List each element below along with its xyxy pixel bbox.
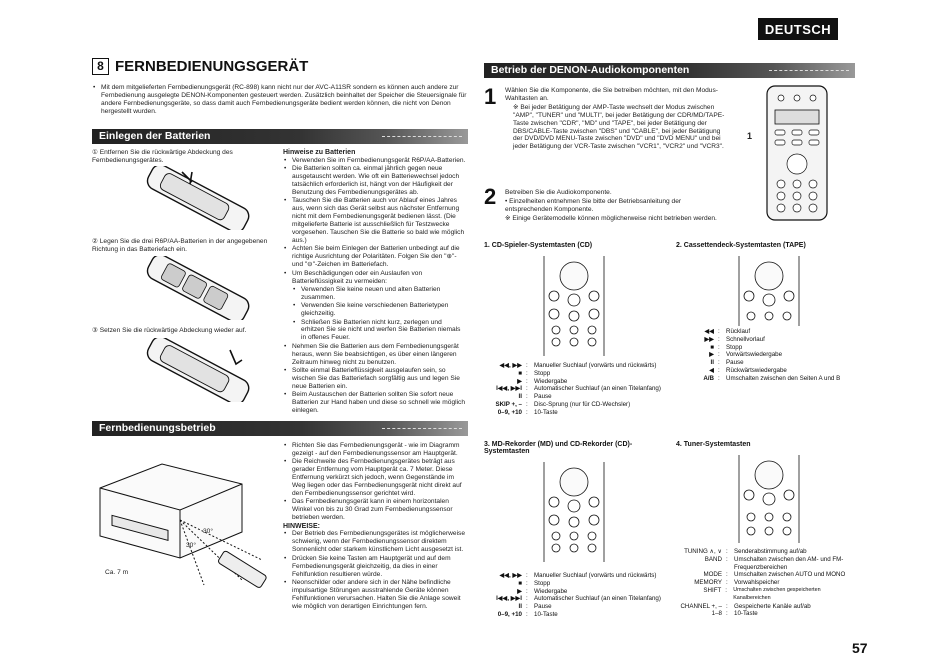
tape-key-table [676,328,856,383]
battery-step-2: ② Legen Sie die drei R6P/AA-Batterien in der angegebenen Richtung in das Batteriefach ein. [92,238,268,253]
distance-label: Ca. 7 m [105,569,129,576]
key-row: ◀ : Rückwärtswiedergabe [709,366,787,374]
remote-cover-close-illustration [130,338,260,402]
batteries-section-bar: Einlegen der Batterien [92,129,468,144]
key-row: I◀◀, ▶▶I : Automatischer Suchlauf (an einen Titelanfang) [496,385,661,393]
remote-illustration [765,84,829,222]
remote-cover-illustration [130,166,260,230]
key-row: CHANNEL +, – : Gespeicherte Kanäle auf/ab [680,602,811,610]
key-row: BAND : Umschalten zwischen den AM- und FM-Frequenzbereichen [704,555,844,571]
tuner-key-table [668,548,858,618]
battery-note: • Die Batterien sollten ca. einmal jährlich gegen neue ausgetauscht werden. Wie oft ein Batteriewechsel jedoch tatsächlich erforderlich ist, hängt von der Häufigkeit der Benutzung des Fernbedienungsgerätes ab. [283,165,467,197]
key-row: I◀◀, ▶▶I : Automatischer Suchlauf (an einen Titelanfang) [496,595,661,603]
battery-step-1: ① Entfernen Sie die rückwärtige Abdeckung des Fernbedienungsgerätes. [92,149,233,164]
section-title: FERNBEDIENUNGSGERÄT [115,58,309,75]
intro-text: • Mit dem mitgelieferten Fernbedienungsgerät (RC-898) kann nicht nur der AVC-A11SR sondern es können auch andere zur Fernbedienung ausgelegte DENON-Komponenten gesteuert werden. Zusätzlich beinhaltet der Speicher die Steuersignale für andere Fernbedienungsgeräte, so dass damit auch Fernbedienungsgeräte bedient werden können, die nicht von Denon hergestellt wurden. [92,84,467,116]
key-row: SKIP +, – : Disc-Sprung (nur für CD-Wechsler) [495,400,631,408]
battery-note: • Beim Austauschen der Batterien sollten Sie sofort neue Batterien zur Hand haben und diese so schnell wie möglich einlegen. [283,391,467,415]
step-number: 1 [484,84,497,109]
operation-point: • Die Reichweite des Fernbedienungsgerätes beträgt aus gerader Entfernung vom Hauptgerät ca. 7 Meter. Diese Entfernung verkürzt sich jedoch, wenn Gegenstände im Weg liegen oder das Fernbedienungsgerät nicht direkt auf den Fernbedienungssensor gerichtet wird. [283,458,467,498]
md-remote-keys-illustration [540,462,608,562]
key-row: ■ : Stopp [710,343,743,351]
battery-note: • Verwenden Sie im Fernbedienungsgerät R6P/AA-Batterien. [283,157,467,165]
key-row: A/B : Umschalten zwischen den Seiten A und B [703,374,841,382]
battery-note: • Tauschen Sie die Batterien auch vor Ablauf eines Jahres aus, wenn sich das Gerät selbst aus nächster Entfernung nicht mit dem Fernbedienungsgerät bedienen lässt. (Die mitgelieferte Batterie ist ausschließlich für Testzwecke vorgesehen. Tauschen Sie die Batterie so bald wie möglich aus.) [283,197,467,244]
key-row: II : Pause [518,393,552,401]
remote-range-diagram [92,440,278,588]
key-row: ▶ : Wiedergabe [517,377,568,385]
key-row: ◀◀ : Rücklauf [704,328,751,335]
key-row: 0–9, +10 : 10-Taste [497,408,558,416]
battery-notes [283,149,467,415]
battery-subnote: • Schließen Sie Batterien nicht kurz, zerlegen und erhitzen Sie sie nicht und werfen Sie Batterien niemals in offenes Feuer. [283,319,467,343]
remote-callout-label: 1 [747,131,753,141]
cd-remote-keys-illustration [540,256,608,356]
angle-label: 30° [186,542,196,549]
cd-key-table [484,362,684,417]
language-tab: DEUTSCH [758,18,838,40]
tuner-remote-keys-illustration [735,455,803,543]
key-row: ▶ : Vorwärtswiedergabe [709,351,783,359]
battery-step-3: ③ Setzen Sie die rückwärtige Abdeckung wieder auf. [92,327,247,334]
key-row: II : Pause [710,359,744,367]
key-row: 1–8 : 10-Taste [711,610,758,618]
battery-note: • Sollte einmal Batterieflüssigkeit ausgelaufen sein, so wischen Sie das Batteriefach sorgfältig aus und legen Sie neue Batterien ein. [283,367,467,391]
step1-text: Wählen Sie die Komponente, die Sie betreiben möchten, mit den Modus-Wahltasten an. ※ Bei jeder Betätigung der AMP-Taste wechselt der Modus zwischen "AMP", "TUNER" und "MULTI", bei jeder Betätigung der CDR/MD/TAPE-Taste zwischen "CDR", "MD" und "TAPE", bei jeder Betätigung der DBS/CABLE-Taste zwischen "DBS" und "CABLE", bei jeder Betätigung der DVD/DVD MENU-Taste zwischen "DVD" und "DVD MENU" und bei jeder Betätigung der VCR-Taste zwischen "VCR1", "VCR2" und "VCR3". [505,87,725,151]
operation-point: • Richten Sie das Fernbedienungsgerät - wie im Diagramm gezeigt - auf den Fernbedienungssensor am Hauptgerät. [283,442,467,458]
key-row: ■ : Stopp [518,579,551,587]
key-row: II : Pause [518,603,552,611]
key-row: TUNING ∧, ∨ : Senderabstimmung auf/ab [684,548,807,555]
tuner-keys-title: 4. Tuner-Systemtasten [676,441,751,448]
key-row: ◀◀, ▶▶ : Manueller Suchlauf (vorwärts und rückwärts) [499,362,657,369]
battery-subnote: • Verwenden Sie keine verschiedenen Batterietypen gleichzeitig. [283,302,467,318]
hinweis-item: • Der Betrieb des Fernbedienungsgerätes ist möglicherweise schwierig, wenn der Fernbedienungssensor direktem Sonnenlicht oder starkem künstlichem Licht ausgesetzt ist. [283,530,467,554]
section-number: 8 [92,58,109,75]
key-row: ▶ : Wiedergabe [517,587,568,595]
operation-section-bar: Fernbedienungsbetrieb [92,421,468,436]
page-number: 57 [852,640,868,656]
md-key-table [484,572,684,619]
step2-text: Betreiben Sie die Audiokomponente. • Einzelheiten entnehmen Sie bitte der Betriebsanleitung der entsprechenden Komponente. ※ Einige Gerätemodelle können möglicherweise nicht betrieben werden. [505,189,717,222]
hinweise-title: HINWEISE: [283,522,320,530]
battery-note: • Nehmen Sie die Batterien aus dem Fernbedienungsgerät heraus, wenn Sie beabsichtigen, es über einen längeren Zeitraum hinweg nicht zu benutzen. [283,343,467,367]
tape-remote-keys-illustration [735,256,803,326]
battery-subnote: • Verwenden Sie keine neuen und alten Batterien zusammen. [283,286,467,302]
angle-label: 30° [203,528,213,535]
battery-note: • Um Beschädigungen oder ein Auslaufen von Batterieflüssigkeit zu vermeiden: [283,270,467,286]
key-row: ◀◀, ▶▶ : Manueller Suchlauf (vorwärts und rückwärts) [499,572,657,579]
key-row: 0–9, +10 : 10-Taste [497,610,558,618]
key-row: ▶▶ : Schnellvorlauf [704,335,765,343]
battery-note: • Achten Sie beim Einlegen der Batterien unbedingt auf die richtige Ausrichtung der Polaritäten. Folgen Sie den "⊕"- und "⊖"-Zeichen im Batteriefach. [283,245,467,269]
hinweis-item: • Drücken Sie keine Tasten am Hauptgerät und auf dem Fernbedienungsgerät gleichzeitig, da dies in einer Fehlfunktion resultieren würde. [283,555,467,579]
key-row: MODE : Umschalten zwischen AUTO und MONO [703,571,846,579]
section-heading [92,58,308,75]
key-row: SHIFT : Umschalten zwischen gespeicherten Kanalbereichen [703,586,821,601]
key-row: ■ : Stopp [518,369,551,377]
md-keys-title: 3. MD-Rekorder (MD) und CD-Rekorder (CD)-Systemtasten [484,441,633,455]
denon-ops-section-bar: Betrieb der DENON-Audiokomponenten [484,63,855,78]
step-number: 2 [484,184,497,209]
hinweis-item: • Neonschilder oder andere sich in der Nähe befindliche impulsartige Störungen ausstrahlende Geräte können Fehlfunktionen verursachen. Halten Sie die Anlage soweit wie möglich von derartigen Einrichtungen fern. [283,579,467,611]
battery-notes-title: Hinweise zu Batterien [283,149,356,156]
battery-insert-illustration [130,256,260,320]
cd-keys-title: 1. CD-Spieler-Systemtasten (CD) [484,242,593,249]
operation-notes [283,442,467,611]
intro-paragraph [92,84,467,116]
tape-keys-title: 2. Cassettendeck-Systemtasten (TAPE) [676,242,806,249]
operation-point: • Das Fernbedienungsgerät kann in einem horizontalen Winkel von bis zu 30 Grad zum Fernbedienungssensor betrieben werden. [283,498,467,522]
key-row: MEMORY : Vorwahlspeicher [694,579,780,587]
